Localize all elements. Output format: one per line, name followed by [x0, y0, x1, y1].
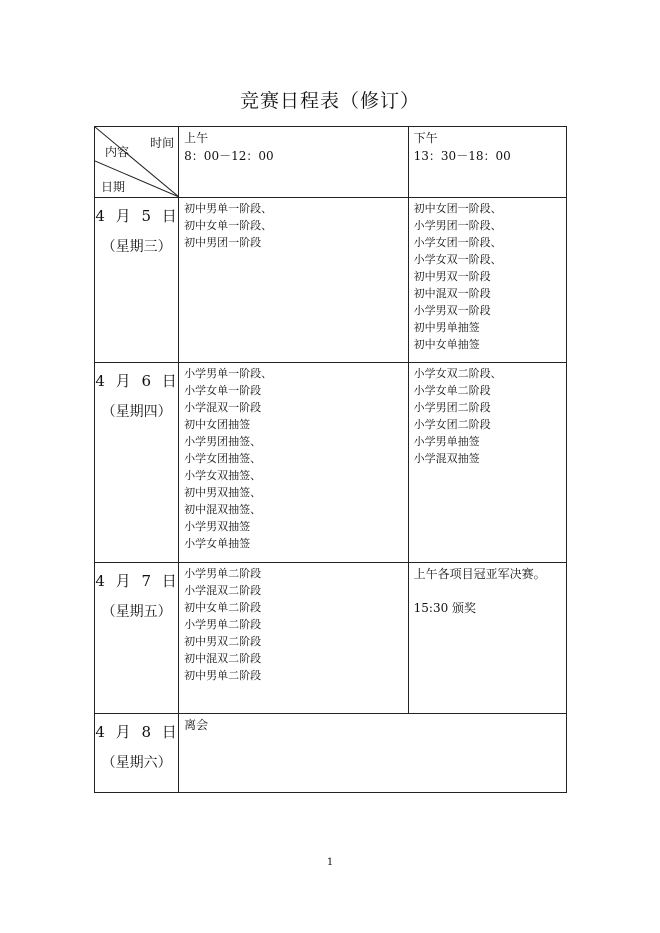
morning-events-cell	[179, 563, 408, 714]
list-item: 小学男双一阶段	[413, 304, 491, 317]
list-item: 小学女单一阶段	[184, 384, 262, 397]
list-item: 小学男团二阶段	[413, 401, 491, 414]
list-item: 初中男单抽签	[413, 321, 480, 334]
afternoon-events-cell	[408, 363, 566, 563]
corner-content-label: 内容	[105, 145, 130, 159]
date-cell	[95, 563, 179, 714]
morning-events-cell	[179, 198, 408, 363]
list-item: 初中男单一阶段、	[184, 202, 273, 215]
date-cell	[95, 363, 179, 563]
date-label: 4 月 6 日	[95, 372, 178, 390]
list-item: 小学女团一阶段、	[413, 236, 502, 249]
list-item: 小学混双一阶段	[184, 401, 262, 414]
afternoon-events-cell	[408, 563, 566, 714]
weekday-label: （星期四）	[101, 404, 172, 420]
list-item: 小学女双一阶段、	[413, 253, 502, 266]
list-item: 小学混双二阶段	[184, 584, 262, 597]
afternoon-events-cell	[408, 198, 566, 363]
date-label: 4 月 7 日	[95, 572, 178, 590]
list-item: 初中女团一阶段、	[413, 202, 502, 215]
list-item: 初中男单二阶段	[184, 669, 262, 682]
list-item: 小学男单抽签	[413, 435, 480, 448]
list-item: 初中女单抽签	[413, 338, 480, 351]
merged-events-cell	[179, 714, 567, 793]
list-item: 初中男双二阶段	[184, 635, 262, 648]
afternoon-label: 下午	[413, 131, 438, 145]
finals-note: 上午各项目冠亚军决赛。	[413, 567, 546, 581]
list-item: 小学女团二阶段	[413, 418, 491, 431]
list-item: 小学男双抽签	[184, 520, 251, 533]
schedule-table	[94, 126, 567, 793]
departure-note: 离会	[184, 718, 209, 732]
list-item: 初中男团一阶段	[184, 236, 262, 249]
list-item: 小学混双抽签	[413, 452, 480, 465]
list-item: 小学女团抽签、	[184, 452, 262, 465]
date-label: 4 月 5 日	[95, 207, 178, 225]
note-spacer	[414, 583, 562, 599]
afternoon-time: 13：30－18：00	[413, 149, 511, 163]
list-item: 初中混双二阶段	[184, 652, 262, 665]
table-row	[95, 714, 567, 793]
morning-label: 上午	[184, 131, 209, 145]
header-corner-cell	[95, 127, 179, 198]
list-item: 小学男团一阶段、	[413, 219, 502, 232]
list-item: 初中女单一阶段、	[184, 219, 273, 232]
table-row	[95, 198, 567, 363]
afternoon-header-cell	[408, 127, 566, 198]
page-number: 1	[326, 857, 334, 868]
page-title: 竞赛日程表（修订）	[239, 90, 420, 112]
list-item: 小学女双抽签、	[184, 469, 262, 482]
date-cell	[95, 198, 179, 363]
list-item: 初中混双一阶段	[413, 287, 491, 300]
list-item: 初中女单二阶段	[184, 601, 262, 614]
award-note: 15:30 颁奖	[413, 601, 477, 615]
list-item: 小学女单抽签	[184, 537, 251, 550]
table-row	[95, 363, 567, 563]
list-item: 初中女团抽签	[184, 418, 251, 431]
header-row	[95, 127, 567, 198]
list-item: 小学男单二阶段	[184, 567, 262, 580]
list-item: 小学女单二阶段	[413, 384, 491, 397]
list-item: 初中混双抽签、	[184, 503, 262, 516]
corner-date-label: 日期	[101, 180, 126, 194]
list-item: 小学男单二阶段	[184, 618, 262, 631]
morning-events-cell	[179, 363, 408, 563]
weekday-label: （星期三）	[101, 239, 172, 255]
table-row	[95, 563, 567, 714]
date-label: 4 月 8 日	[95, 723, 178, 741]
weekday-label: （星期六）	[101, 755, 172, 771]
list-item: 小学女双二阶段、	[413, 367, 502, 380]
morning-time: 8：00－12：00	[184, 149, 274, 163]
list-item: 小学男单一阶段、	[184, 367, 273, 380]
list-item: 初中男双抽签、	[184, 486, 262, 499]
list-item: 小学男团抽签、	[184, 435, 262, 448]
morning-header-cell	[179, 127, 408, 198]
weekday-label: （星期五）	[101, 604, 172, 620]
list-item: 初中男双一阶段	[413, 270, 491, 283]
corner-time-label: 时间	[150, 136, 175, 150]
date-cell	[95, 714, 179, 793]
